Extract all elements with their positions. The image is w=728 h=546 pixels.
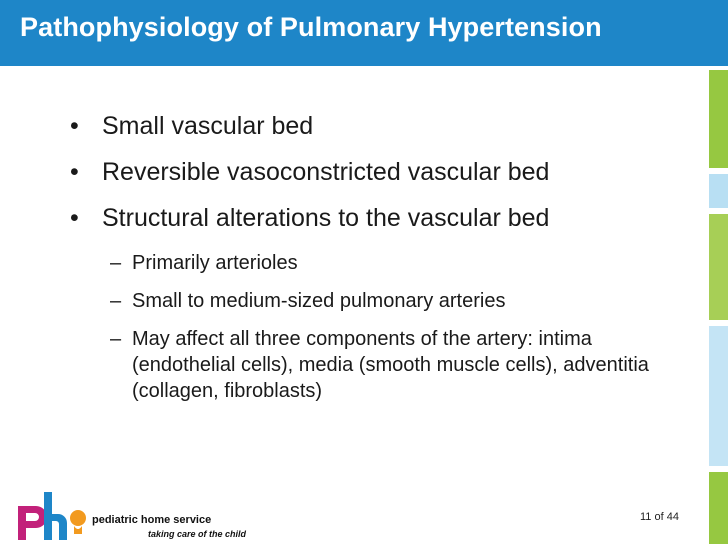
bullet-item <box>70 108 690 154</box>
sub-bullet-item <box>110 288 670 314</box>
logo-brand-text: pediatric home service <box>92 514 212 526</box>
bullet-text: Structural alterations to the vascular bed <box>102 204 550 232</box>
sub-bullet-item <box>110 250 670 276</box>
title-bar <box>0 0 728 66</box>
logo-tagline-text: taking care of the child <box>148 529 247 539</box>
bullet-dot: • <box>70 204 79 232</box>
deco-block-light-blue-2 <box>709 326 728 466</box>
sub-bullet-text: Primarily arterioles <box>132 252 298 274</box>
sub-bullet-text: Small to medium-sized pulmonary arteries <box>132 290 506 312</box>
slide-title: Pathophysiology of Pulmonary Hypertension <box>20 12 602 42</box>
sub-bullet-item <box>110 326 670 404</box>
deco-block-light-blue <box>709 174 728 208</box>
deco-block-green <box>709 70 728 168</box>
sub-bullet-dash: – <box>110 290 122 312</box>
deco-block-green-3 <box>709 472 728 544</box>
deco-block-green-2 <box>709 214 728 320</box>
phs-logo <box>16 490 266 544</box>
sub-bullet-dash: – <box>110 252 122 274</box>
sub-bullet-text: May affect all three components of the artery: intima (endothelial cells), media (smooth muscle cells), adventitia (collagen, fibroblasts) <box>132 328 649 402</box>
sub-bullet-list <box>110 250 670 416</box>
bullet-list <box>70 108 690 246</box>
bullet-text: Small vascular bed <box>102 112 314 140</box>
sub-bullet-dash: – <box>110 328 122 350</box>
bullet-text: Reversible vasoconstricted vascular bed <box>102 158 550 186</box>
page-indicator: 11 of 44 <box>640 511 679 523</box>
bullet-dot: • <box>70 112 79 140</box>
bullet-dot: • <box>70 158 79 186</box>
bullet-item <box>70 200 690 246</box>
bullet-item <box>70 154 690 200</box>
